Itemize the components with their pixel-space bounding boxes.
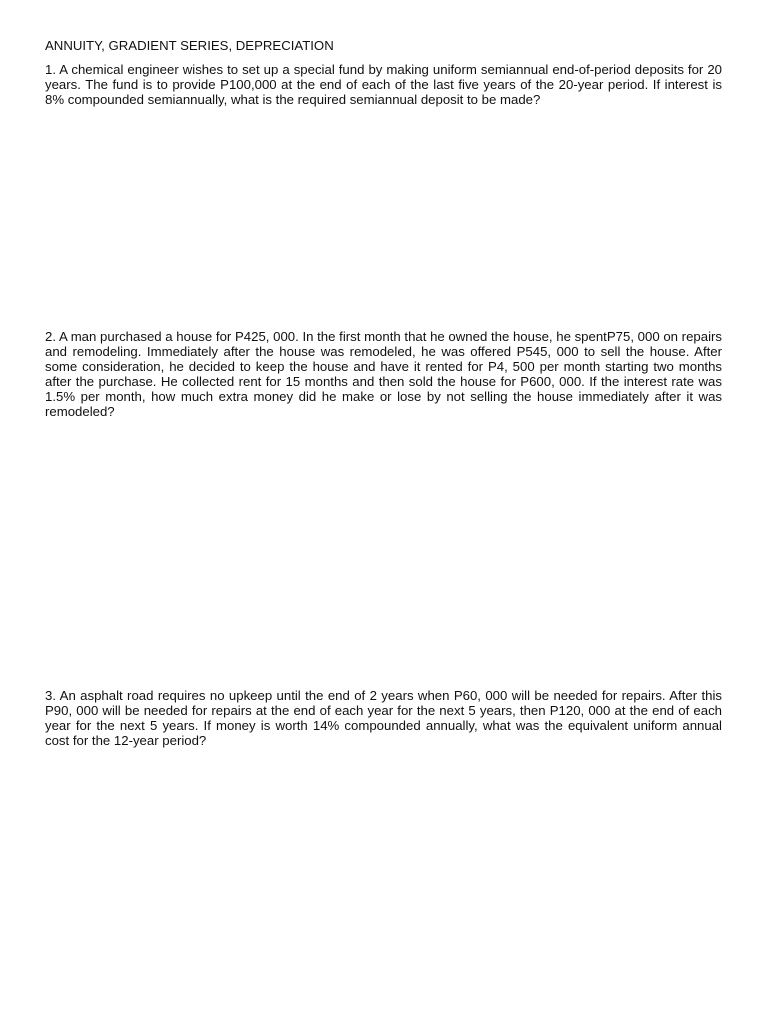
problem-1: 1. A chemical engineer wishes to set up a special fund by making uniform semiannual end-of-period deposits for 20 years. The fund is to provide P100,000 at the end of each of the last five years of the 20-year period. If interest is 8% compounded semiannually, what is the required semiannual deposit to be made? <box>45 62 722 107</box>
problem-2: 2. A man purchased a house for P425, 000. In the first month that he owned the house, he spentP75, 000 on repairs and remodeling. Immediately after the house was remodeled, he was offered P545, 000 to sell the house. After some consideration, he decided to keep the house and have it rented for P4, 500 per month starting two months after the purchase. He collected rent for 15 months and then sold the house for P600, 000. If the interest rate was 1.5% per month, how much extra money did he make or lose by not selling the house immediately after it was remodeled? <box>45 329 722 419</box>
document-title: ANNUITY, GRADIENT SERIES, DEPRECIATION <box>45 38 334 53</box>
problem-3: 3. An asphalt road requires no upkeep until the end of 2 years when P60, 000 will be needed for repairs. After this P90, 000 will be needed for repairs at the end of each year for the next 5 years, then P120, 000 at the end of each year for the next 5 years. If money is worth 14% compounded annually, what was the equivalent uniform annual cost for the 12-year period? <box>45 688 722 748</box>
